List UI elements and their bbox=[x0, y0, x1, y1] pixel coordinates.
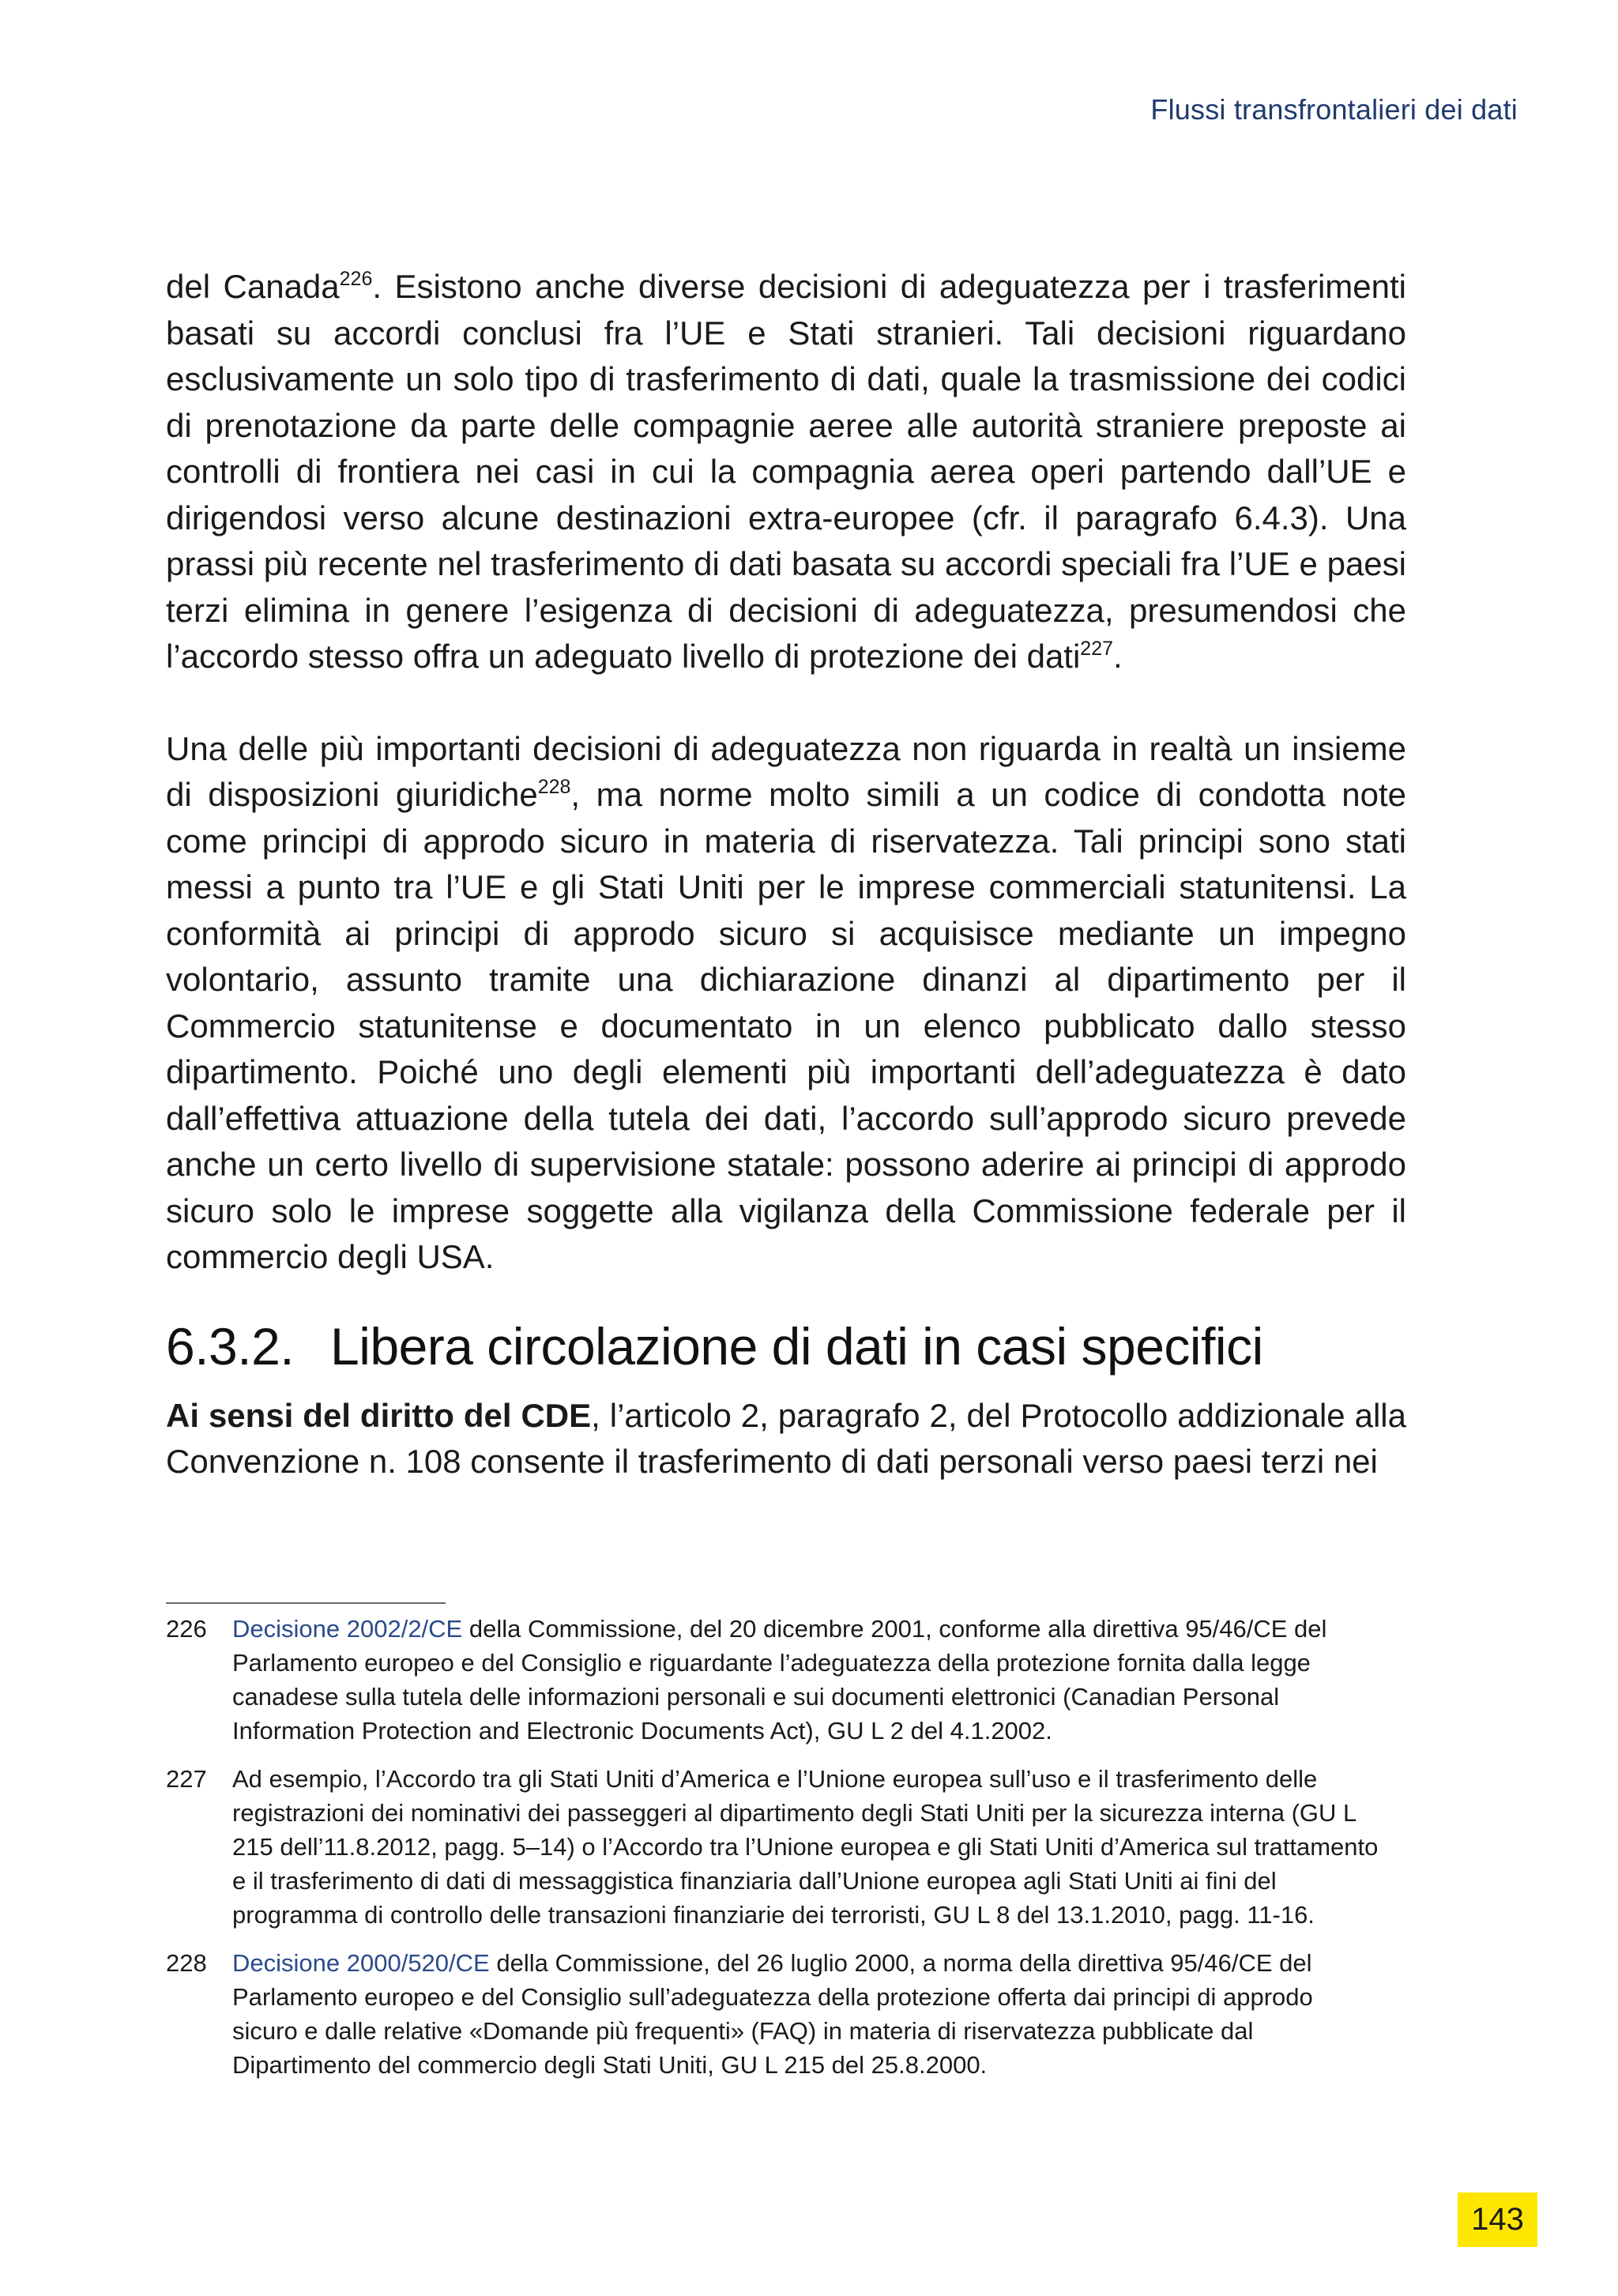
footnote-228 bbox=[166, 1946, 1383, 2082]
running-header: Flussi transfrontalieri dei dati bbox=[1150, 93, 1518, 126]
footnote-227 bbox=[166, 1762, 1383, 1932]
footnote-number: 227 bbox=[166, 1765, 207, 1793]
footnote-ref-228[interactable]: 228 bbox=[537, 776, 571, 798]
footnote-number: 226 bbox=[166, 1615, 207, 1643]
footnote-226 bbox=[166, 1612, 1383, 1748]
footnote-ref-227[interactable]: 227 bbox=[1080, 638, 1114, 660]
paragraph-2: Una delle più importanti decisioni di adeguatezza non riguarda in realtà un insieme di disposizioni giuridiche$^{228}$, ma norme molto simili a un codice di condotta note come principi di approdo sicuro in materia di riservatezza. Tali principi sono stati messi a punto tra l’UE e gli Stati Uniti per le imprese commerciali statunitensi. La conformità ai principi di approdo sicuro si acquisisce mediante un impegno volontario, assunto tramite una dichiarazione dinanzi al dipartimento per il Commercio statunitense e documentato in un elenco pubblicato dallo stesso dipartimento. Poiché uno degli elementi più importanti dell’adeguatezza è dato dall’effettiva attuazione della tutela dei dati, l’accordo sull’approdo sicuro prevede anche un certo livello di supervisione statale: possono aderire ai principi di approdo sicuro solo le imprese soggette alla vigilanza della Commissione federale per il commercio degli USA. bbox=[166, 729, 1407, 1275]
bold-lead: Ai sensi del diritto del CDE bbox=[166, 1396, 592, 1434]
footnote-text: Decisione 2002/2/CE della Commissione, del 20 dicembre 2001, conforme alla direttiva 95/46/CE del Parlamento europeo e del Consiglio e riguardante l’adeguatezza della protezione fornita dalla legge canadese sulla tutela delle informazioni personali e sui documenti elettronici (Canadian Personal Information Protection and Electronic Documents Act), GU L 2 del 4.1.2002. bbox=[232, 1615, 1327, 1745]
footnote-separator bbox=[166, 1602, 446, 1604]
footnotes bbox=[166, 1612, 1383, 2096]
footnote-link[interactable]: Decisione 2000/520/CE bbox=[232, 1949, 490, 1977]
section-title: Libera circolazione di dati in casi specifici bbox=[330, 1316, 1263, 1376]
main-text bbox=[166, 264, 1406, 1485]
footnote-text: Ad esempio, l’Accordo tra gli Stati Uniti d’America e l’Unione europea sull’uso e il trasferimento delle registrazioni dei nominativi dei passeggeri al dipartimento degli Stati Uniti per la sicurezza interna (GU L 215 dell’11.8.2012, pagg. 5–14) o l’Accordo tra l’Unione europea e gli Stati Uniti d’America sul trattamento e il trasferimento di dati di messaggistica finanziaria dall’Unione europea agli Stati Uniti ai fini del programma di controllo delle transazioni finanziarie dei terroristi, GU L 8 del 13.1.2010, pagg. 11-16. bbox=[232, 1765, 1379, 1929]
footnote-number: 228 bbox=[166, 1949, 207, 1977]
paragraph-3: Ai sensi del diritto del CDE, l’articolo 2, paragrafo 2, del Protocollo addizionale alla Convenzione n. 108 consente il trasferimento di dati personali verso paesi terzi nei bbox=[166, 1396, 1406, 1480]
footnote-link[interactable]: Decisione 2002/2/CE bbox=[232, 1615, 463, 1643]
paragraph-1: del Canada$^{226}$. Esistono anche diverse decisioni di adeguatezza per i trasferimenti basati su accordi conclusi fra l’UE e Stati stranieri. Tali decisioni riguardano esclusivamente un solo tipo di trasferimento di dati, quale la trasmissione dei codici di prenotazione da parte delle compagnie aeree alle autorità straniere preposte ai controlli di frontiera nei casi in cui la compagnia aerea operi partendo dall’UE e dirigendosi verso alcune destinazioni extra-europee (cfr. il paragrafo 6.4.3). Una prassi più recente nel trasferimento di dati basata su accordi speciali fra l’UE e paesi terzi elimina in genere l’esigenza di decisioni di adeguatezza, presumendosi che l’accordo stesso offra un adeguato livello di protezione dei dati$^{227}$. bbox=[166, 268, 1406, 675]
footnote-ref-226[interactable]: 226 bbox=[339, 268, 373, 290]
section-number: 6.3.2. bbox=[166, 1316, 295, 1376]
footnote-text: Decisione 2000/520/CE della Commissione, del 26 luglio 2000, a norma della direttiva 95/46/CE del Parlamento europeo e del Consiglio sull’adeguatezza della protezione offerta dai principi di approdo sicuro e dalle relative «Domande più frequenti» (FAQ) in materia di riservatezza pubblicate dal Dipartimento del commercio degli Stati Uniti, GU L 215 del 25.8.2000. bbox=[232, 1949, 1313, 2079]
section-heading bbox=[166, 1315, 1406, 1377]
page-number: 143 bbox=[1458, 2192, 1537, 2247]
